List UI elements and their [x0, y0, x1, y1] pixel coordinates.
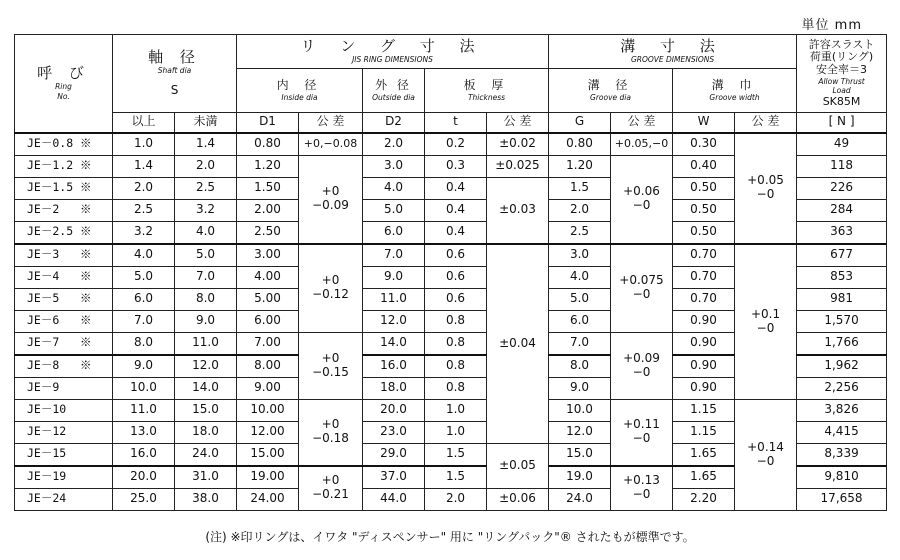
load: 17,658: [797, 488, 887, 510]
g-tol-lower: −0: [632, 487, 651, 501]
footnote: (注) ※印リングは、イワタ "ディスペンサー" 用に "リングパック"® されたもが標準です。: [205, 530, 695, 544]
load: 981: [797, 288, 887, 310]
load: 284: [797, 199, 887, 221]
t: 0.6: [425, 244, 487, 267]
d1: 6.00: [237, 310, 299, 332]
w: 2.20: [673, 488, 735, 510]
shaft-max: 2.5: [175, 177, 237, 199]
thick-header: [425, 69, 549, 113]
d2: 37.0: [363, 466, 425, 489]
w: 0.70: [673, 244, 735, 267]
groove-en: GROOVE DIMENSIONS: [630, 55, 715, 65]
g-tol-lower: −0: [632, 364, 651, 379]
shaft-min: 10.0: [113, 377, 175, 399]
groove-jp: 溝 寸 法: [620, 37, 725, 56]
inside-en: Inside dia: [281, 92, 318, 102]
shaft-max: 14.0: [175, 377, 237, 399]
d1-tol: [299, 466, 363, 511]
w: 0.30: [673, 133, 735, 156]
g: 0.80: [549, 133, 611, 156]
shaft-min: 1.0: [113, 133, 175, 156]
g: 8.0: [549, 355, 611, 378]
thrust-en1: Allow Thrust: [818, 76, 865, 86]
d1-tol-lower: −0.09: [312, 198, 349, 212]
shaft-min: 2.5: [113, 199, 175, 221]
w-tol-lower: −0: [756, 453, 775, 468]
ring-name: JE－3 ※: [15, 244, 113, 267]
g: 2.0: [549, 199, 611, 221]
d2: 6.0: [363, 221, 425, 244]
d1-tol-lower: −0.18: [312, 431, 349, 445]
shaft-min: 11.0: [113, 399, 175, 421]
shaft-min: 3.2: [113, 221, 175, 244]
col-tol3: 公 差: [611, 113, 673, 133]
col-groove-header: [549, 35, 797, 69]
w: 0.90: [673, 332, 735, 355]
g-tol: [611, 399, 673, 466]
shaft-min: 6.0: [113, 288, 175, 310]
col-tol2: 公 差: [487, 113, 549, 133]
w: 1.15: [673, 399, 735, 421]
g: 4.0: [549, 266, 611, 288]
d1: 12.00: [237, 421, 299, 443]
w: 1.65: [673, 443, 735, 466]
w: 0.90: [673, 377, 735, 399]
col-d1: D1: [237, 113, 299, 133]
ring-name: JE－24: [15, 488, 113, 510]
ring-jp: リ ン グ 寸 法: [300, 37, 485, 56]
col-w: W: [673, 113, 735, 133]
shaft-max: 15.0: [175, 399, 237, 421]
w: 0.90: [673, 310, 735, 332]
thrust-unit: [ N ]: [797, 113, 887, 133]
t-tol: ±0.02: [487, 133, 549, 156]
g: 3.0: [549, 244, 611, 267]
shaft-min: 2.0: [113, 177, 175, 199]
g-tol: [611, 332, 673, 399]
w-tol-upper: +0.14: [747, 439, 784, 454]
g-tol-upper: +0.11: [623, 417, 660, 432]
d1-tol-lower: −0.12: [312, 287, 349, 301]
t: 0.8: [425, 355, 487, 378]
load: 4,415: [797, 421, 887, 443]
table-row: [15, 399, 887, 421]
shaft-min: 9.0: [113, 355, 175, 378]
d1: 1.50: [237, 177, 299, 199]
unit-label: 単位 mm: [801, 18, 862, 33]
g: 19.0: [549, 466, 611, 489]
g: 10.0: [549, 399, 611, 421]
thrust-jp3: 安全率＝3: [816, 62, 868, 76]
d1: 2.50: [237, 221, 299, 244]
d2: 2.0: [363, 133, 425, 156]
t: 0.6: [425, 266, 487, 288]
g-tol-lower: −0: [632, 287, 651, 301]
gwidth-header: [673, 69, 797, 113]
d1: 3.00: [237, 244, 299, 267]
g: 2.5: [549, 221, 611, 244]
load: 1,962: [797, 355, 887, 378]
d1-tol: +0,−0.08: [299, 133, 363, 156]
g-tol: [611, 466, 673, 511]
t-tol: ±0.05: [487, 443, 549, 488]
outside-header: [363, 69, 425, 113]
col-shaft-header: [113, 35, 237, 113]
t-tol: ±0.025: [487, 155, 549, 177]
ring-spec-table: [14, 34, 887, 511]
load: 9,810: [797, 466, 887, 489]
load: 226: [797, 177, 887, 199]
d2: 29.0: [363, 443, 425, 466]
shaft-jp: 軸 径: [148, 48, 201, 67]
w-tol-lower: −0: [756, 320, 775, 335]
g-tol: [611, 155, 673, 244]
t: 0.4: [425, 199, 487, 221]
load: 49: [797, 133, 887, 156]
d1-tol: [299, 244, 363, 333]
w: 0.70: [673, 266, 735, 288]
col-t: t: [425, 113, 487, 133]
g: 6.0: [549, 310, 611, 332]
table-row: [15, 244, 887, 267]
g-tol: [611, 244, 673, 333]
t: 1.5: [425, 443, 487, 466]
shaft-max: 24.0: [175, 443, 237, 466]
col-tol4: 公 差: [735, 113, 797, 133]
shaft-max: 9.0: [175, 310, 237, 332]
ring-name: JE－8 ※: [15, 355, 113, 378]
ring-name: JE－12: [15, 421, 113, 443]
t-tol: ±0.06: [487, 488, 549, 510]
shaft-en: Shaft dia: [157, 66, 192, 76]
d2: 4.0: [363, 177, 425, 199]
load: 2,256: [797, 377, 887, 399]
col-d2: D2: [363, 113, 425, 133]
shaft-max: 1.4: [175, 133, 237, 156]
thick-jp: 板 厚: [463, 77, 510, 92]
w: 0.40: [673, 155, 735, 177]
gwidth-jp: 溝 巾: [711, 77, 758, 92]
d2: 16.0: [363, 355, 425, 378]
t: 0.8: [425, 310, 487, 332]
t: 0.8: [425, 332, 487, 355]
d1: 15.00: [237, 443, 299, 466]
name-en1: Ring: [55, 82, 72, 92]
g-tol: +0.05,−0: [611, 133, 673, 156]
shaft-max: 18.0: [175, 421, 237, 443]
g: 7.0: [549, 332, 611, 355]
g-tol-upper: +0.06: [623, 184, 660, 199]
d1-tol-upper: +0: [321, 184, 340, 199]
ring-name: JE－9: [15, 377, 113, 399]
shaft-max: 11.0: [175, 332, 237, 355]
load: 363: [797, 221, 887, 244]
load: 853: [797, 266, 887, 288]
col-g: G: [549, 113, 611, 133]
shaft-max: 4.0: [175, 221, 237, 244]
d2: 5.0: [363, 199, 425, 221]
g-tol-upper: +0.13: [623, 473, 660, 488]
col-thrust-header: [797, 35, 887, 113]
d1: 19.00: [237, 466, 299, 489]
shaft-max: 2.0: [175, 155, 237, 177]
w-tol-lower: −0: [756, 187, 775, 201]
load: 1,766: [797, 332, 887, 355]
w-tol-upper: +0.05: [747, 173, 784, 188]
name-jp: 呼 び: [37, 64, 90, 82]
d1: 9.00: [237, 377, 299, 399]
g: 1.20: [549, 155, 611, 177]
inside-header: [237, 69, 363, 113]
thick-en: Thickness: [467, 92, 506, 102]
shaft-max: 5.0: [175, 244, 237, 267]
d1: 10.00: [237, 399, 299, 421]
d1: 1.20: [237, 155, 299, 177]
d2: 7.0: [363, 244, 425, 267]
d2: 11.0: [363, 288, 425, 310]
d1: 0.80: [237, 133, 299, 156]
d1-tol-lower: −0.15: [312, 364, 349, 379]
ring-name: JE－7 ※: [15, 332, 113, 355]
t: 1.0: [425, 399, 487, 421]
col-name-header: [15, 35, 113, 133]
shaft-min: 1.4: [113, 155, 175, 177]
shaft-max: 7.0: [175, 266, 237, 288]
d1-tol: [299, 155, 363, 244]
shaft-min: 5.0: [113, 266, 175, 288]
g: 24.0: [549, 488, 611, 510]
d1-tol-upper: +0: [321, 417, 340, 432]
thrust-mat: SK85M: [822, 94, 861, 108]
d1-tol: [299, 399, 363, 466]
shaft-min: 16.0: [113, 443, 175, 466]
load: 8,339: [797, 443, 887, 466]
w: 0.70: [673, 288, 735, 310]
ring-name: JE－5 ※: [15, 288, 113, 310]
d2: 18.0: [363, 377, 425, 399]
t: 0.2: [425, 133, 487, 156]
d1: 8.00: [237, 355, 299, 378]
col-tol1: 公 差: [299, 113, 363, 133]
name-en2: No.: [57, 91, 70, 101]
shaft-max: 31.0: [175, 466, 237, 489]
g-tol-upper: +0.09: [623, 350, 660, 365]
t: 2.0: [425, 488, 487, 510]
d2: 44.0: [363, 488, 425, 510]
shaft-max: 38.0: [175, 488, 237, 510]
ring-en: JIS RING DIMENSIONS: [352, 55, 433, 65]
gdia-jp: 溝 径: [587, 77, 634, 92]
t: 0.6: [425, 288, 487, 310]
load: 677: [797, 244, 887, 267]
col-ring-header: [237, 35, 549, 69]
shaft-sym: S: [170, 83, 179, 98]
shaft-max: 12.0: [175, 355, 237, 378]
gdia-en: Groove dia: [590, 92, 631, 102]
w: 1.65: [673, 466, 735, 489]
t: 1.0: [425, 421, 487, 443]
thrust-en2: Load: [832, 86, 851, 96]
w: 0.50: [673, 221, 735, 244]
ring-name: JE－2 ※: [15, 199, 113, 221]
d2: 20.0: [363, 399, 425, 421]
ring-name: JE－1.2 ※: [15, 155, 113, 177]
outside-en: Outside dia: [372, 92, 415, 102]
w-tol: [735, 244, 797, 400]
t-tol: ±0.03: [487, 177, 549, 244]
t: 0.3: [425, 155, 487, 177]
shaft-min: 20.0: [113, 466, 175, 489]
inside-jp: 内 径: [276, 77, 323, 92]
shaft-min: 25.0: [113, 488, 175, 510]
d1: 24.00: [237, 488, 299, 510]
shaft-min: 8.0: [113, 332, 175, 355]
d2: 14.0: [363, 332, 425, 355]
t: 0.4: [425, 221, 487, 244]
d1: 2.00: [237, 199, 299, 221]
ring-name: JE－6 ※: [15, 310, 113, 332]
thrust-jp2: 荷重(リング): [809, 50, 874, 64]
w: 0.50: [673, 177, 735, 199]
w-tol-upper: +0.1: [750, 306, 781, 321]
d1-tol-upper: +0: [321, 350, 340, 365]
d1: 5.00: [237, 288, 299, 310]
shaft-min: 4.0: [113, 244, 175, 267]
shaft-max: 3.2: [175, 199, 237, 221]
t: 0.8: [425, 377, 487, 399]
table-row: [15, 133, 887, 156]
d1-tol-upper: +0: [321, 473, 340, 488]
g-tol-upper: +0.075: [619, 273, 664, 288]
col-max: 未満: [175, 113, 237, 133]
load: 3,826: [797, 399, 887, 421]
w: 0.50: [673, 199, 735, 221]
gwidth-en: Groove width: [709, 92, 760, 102]
g: 12.0: [549, 421, 611, 443]
ring-name: JE－4 ※: [15, 266, 113, 288]
g: 9.0: [549, 377, 611, 399]
g: 1.5: [549, 177, 611, 199]
w-tol: [735, 133, 797, 244]
d1: 4.00: [237, 266, 299, 288]
t-tol: ±0.04: [487, 244, 549, 444]
w-tol: [735, 399, 797, 510]
col-min: 以上: [113, 113, 175, 133]
d2: 12.0: [363, 310, 425, 332]
g: 15.0: [549, 443, 611, 466]
thrust-jp1: 許容スラスト: [808, 37, 875, 51]
g: 5.0: [549, 288, 611, 310]
d1-tol-lower: −0.21: [312, 487, 349, 501]
g-tol-lower: −0: [632, 198, 651, 212]
d2: 9.0: [363, 266, 425, 288]
ring-name: JE－10: [15, 399, 113, 421]
d1-tol-upper: +0: [321, 273, 340, 288]
ring-name: JE－2.5 ※: [15, 221, 113, 244]
d1: 7.00: [237, 332, 299, 355]
outside-jp: 外 径: [375, 77, 412, 92]
ring-name: JE－1.5 ※: [15, 177, 113, 199]
ring-name: JE－0.8 ※: [15, 133, 113, 156]
ring-name: JE－15: [15, 443, 113, 466]
shaft-max: 8.0: [175, 288, 237, 310]
d2: 3.0: [363, 155, 425, 177]
w: 1.15: [673, 421, 735, 443]
ring-name: JE－19: [15, 466, 113, 489]
d1-tol: [299, 332, 363, 399]
load: 118: [797, 155, 887, 177]
shaft-min: 13.0: [113, 421, 175, 443]
t: 0.4: [425, 177, 487, 199]
g-tol-lower: −0: [632, 431, 651, 445]
d2: 23.0: [363, 421, 425, 443]
w: 0.90: [673, 355, 735, 378]
t: 1.5: [425, 466, 487, 489]
shaft-min: 7.0: [113, 310, 175, 332]
load: 1,570: [797, 310, 887, 332]
gdia-header: [549, 69, 673, 113]
